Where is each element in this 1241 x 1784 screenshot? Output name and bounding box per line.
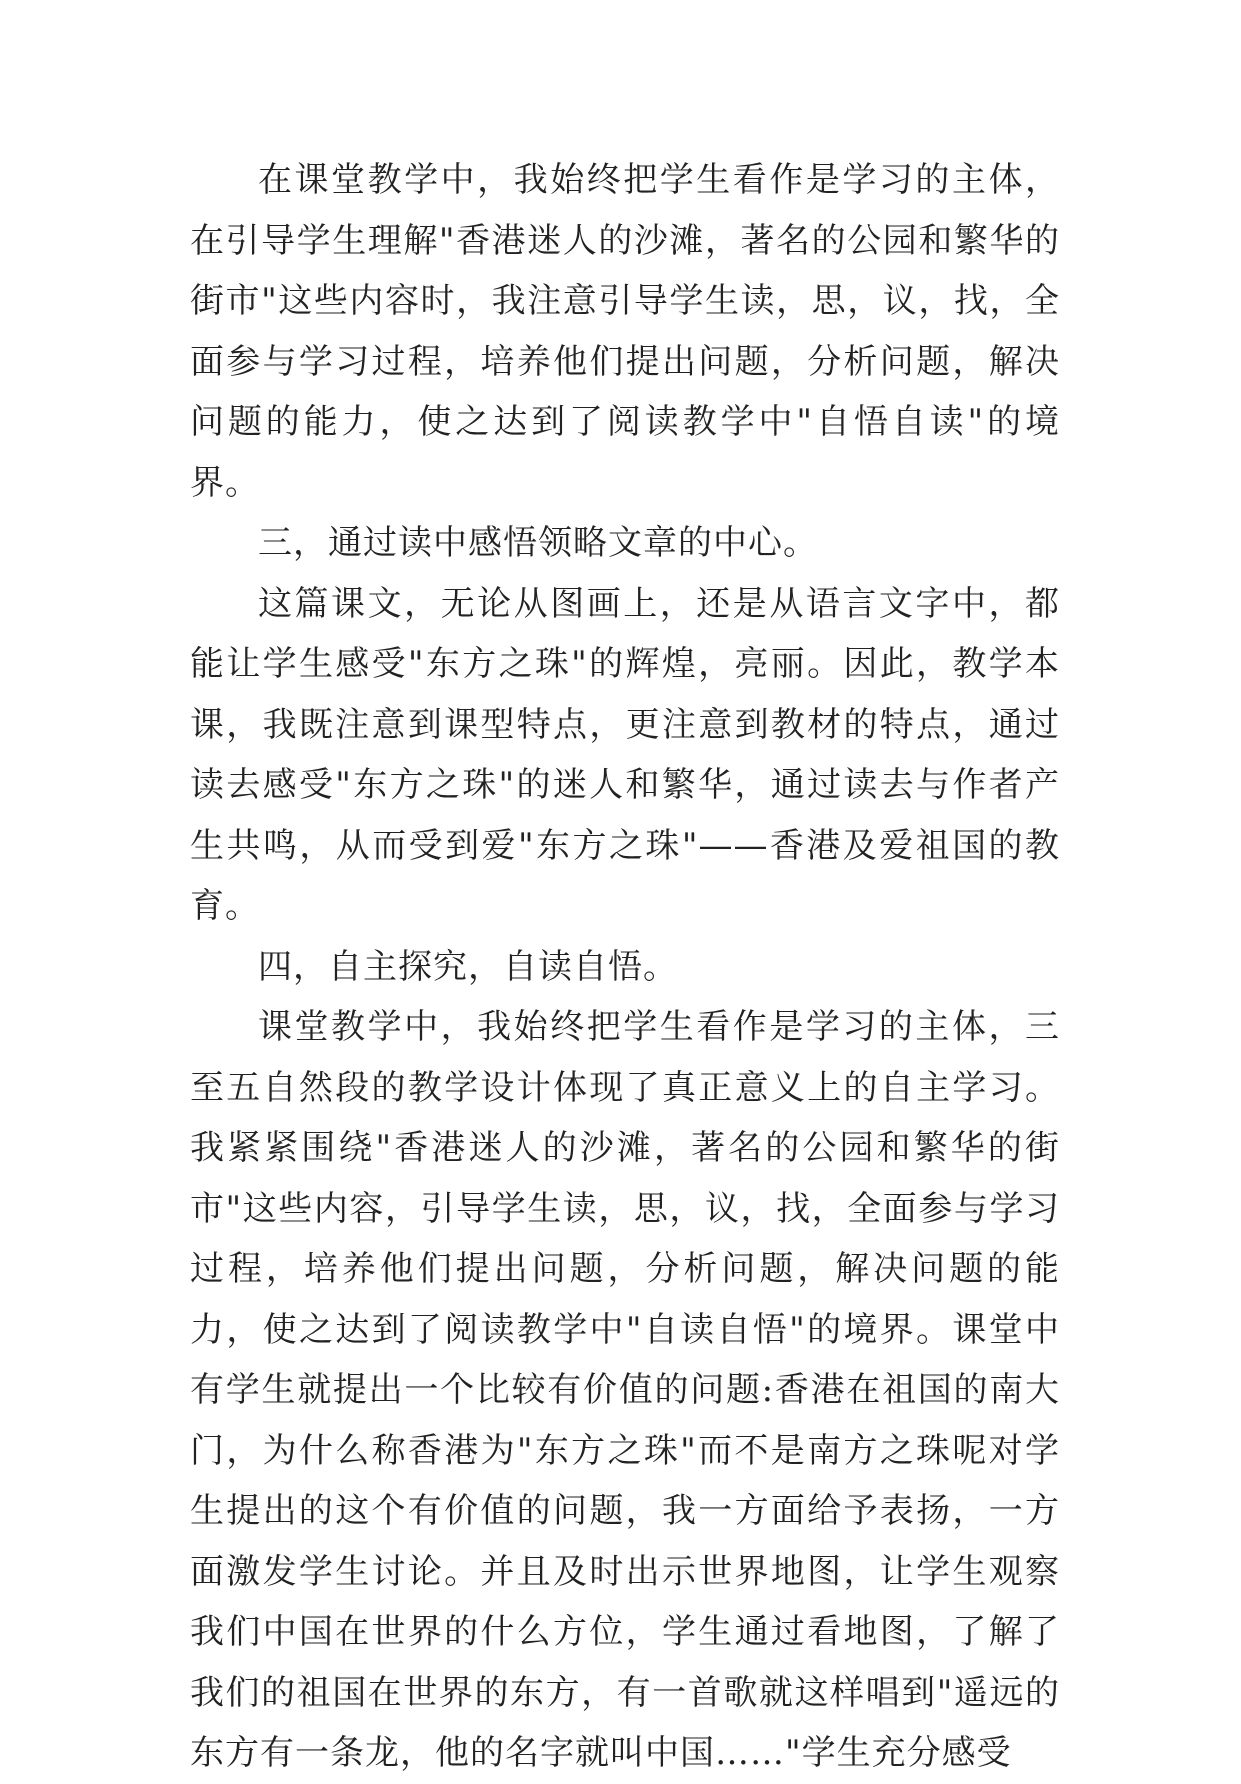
section-heading-three: 三，通过读中感悟领略文章的中心。 xyxy=(258,523,818,563)
paragraph-classroom-reading: 在课堂教学中，我始终把学生看作是学习的主体，在引导学生理解"香港迷人的沙滩，著名的公园和繁华的街市"这些内容时，我注意引导学生读，思，议，找，全面参与学习过程，培养他们提出问题，分析问题，解决问题的能力，使之达到了阅读教学中"自悟自读"的境界。 xyxy=(190,160,1060,503)
document-body xyxy=(190,150,1060,1784)
paragraph-text-analysis: 这篇课文，无论从图画上，还是从语言文字中，都能让学生感受"东方之珠"的辉煌，亮丽。因此，教学本课，我既注意到课型特点，更注意到教材的特点，通过读去感受"东方之珠"的迷人和繁华，通过读去与作者产生共鸣，从而受到爱"东方之珠"——香港及爱祖国的教育。 xyxy=(190,583,1060,926)
section-heading-four: 四，自主探究，自读自悟。 xyxy=(258,946,678,987)
paragraph-self-study: 课堂教学中，我始终把学生看作是学习的主体，三至五自然段的教学设计体现了真正意义上的自主学习。我紧紧围绕"香港迷人的沙滩，著名的公园和繁华的街市"这些内容，引导学生读，思，议，找，全面参与学习过程，培养他们提出问题，分析问题，解决问题的能力，使之达到了阅读教学中"自读自悟"的境界。课堂中有学生就提出一个比较有价值的问题:香港在祖国的南大门，为什么称香港为"东方之珠"而不是南方之珠呢对学生提出的这个有价值的问题，我一方面给予表扬，一方面激发学生讨论。并且及时出示世界地图，让学生观察我们中国在世界的什么方位，学生通过看地图，了解了我们的祖国在世界的东方，有一首歌就这样唱到"遥远的东方有一条龙，他的名字就叫中国……"学生充分感受 xyxy=(190,1007,1060,1773)
